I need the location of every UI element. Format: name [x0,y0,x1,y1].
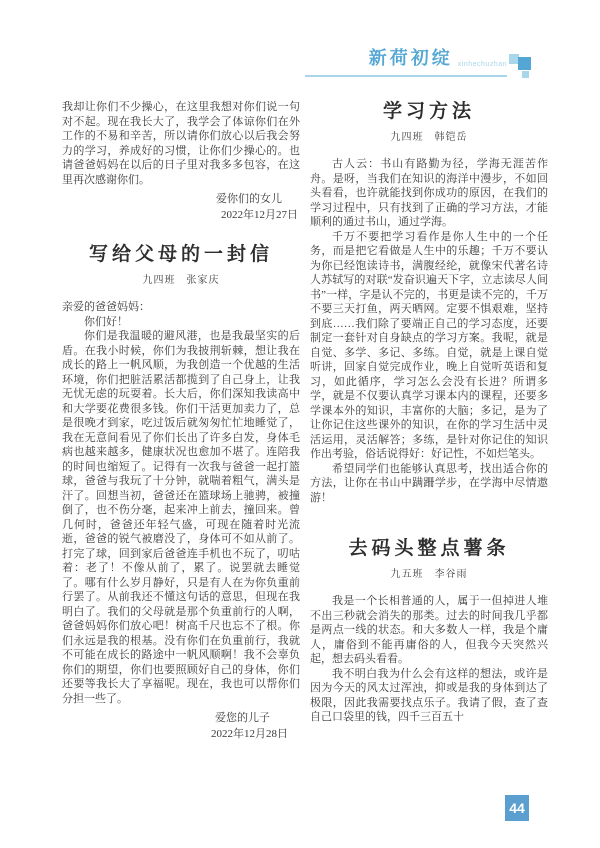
letter-salutation: 亲爱的爸爸妈妈： [62,301,150,313]
article-byline: 九四班 张家庆 [142,275,220,286]
right-column [310,96,548,725]
magazine-logo: 新荷初绽 [368,48,453,68]
article-body [310,157,548,505]
paragraph: 我是一个长相普通的人，属于一但掉进人堆不出三秒就会消失的那类。过去的时间我几乎都是两点一线的状态。和大多数人一样，我是个庸人，庸俗到不能再庸俗的人，但我今天突然兴起，想去码头看看。 [310,595,548,665]
paragraph: 希望同学们也能够认真思考，找出适合你的方法，让你在书山中蹒跚学步，在学海中尽情遨游！ [310,462,548,504]
article-body [310,594,548,725]
paragraph: 古人云：书山有路勤为径，学海无涯苦作舟。是呀，当我们在知识的海洋中漫步，不如回头看看，也许就能找到你成功的原因，在我们的学习过程中，只有找到了正确的学习方法，才能顺利的通过书山，通过学海。 [310,158,548,228]
pixel-square-dark [518,57,531,70]
article-byline: 九四班 韩铠岳 [390,132,468,143]
signature-date: 2022年12月27日 [221,209,298,221]
article-title-study-methods: 学习方法 [382,101,475,122]
article-body [62,315,300,707]
page-number-badge: 44 [505,795,529,821]
paragraph: 我不明白我为什么会有这样的想法，或许是因为今天的风太过浑浊，抑或是我的身体到达了极限，因此我需要找点乐子。我请了假，查了查自己口袋里的钱，四千三百五十 [310,667,548,723]
article-title-letter-to-parents: 写给父母的一封信 [88,244,273,265]
paragraph: 你们好！ [84,315,128,328]
signature-block [62,710,300,742]
article-byline: 九五班 李谷雨 [390,569,468,580]
pixel-squares-icon [509,52,545,82]
signature-block [62,191,300,223]
left-column [62,100,300,748]
paragraph: 你们是我温暖的避风港，也是我最坚实的后盾。在我小时候，你们为我披荆斩棘，想让我在成长的路上一帆风顺，为我创造一个优越的生活环境，你们把脏活累活都揽到了自己身上，让我无忧无虑的玩耍着。长大后，你们深知我读高中和大学要花费很多钱。你们干活更加卖力了，总是很晚才到家，吃过饭后就匆匆忙忙地睡觉了，我在无意间看见了你们长出了许多白发，身体毛病也越来越多，健康状况也愈加不堪了。连陪我的时间也缩短了。记得有一次我与爸爸一起打篮球，爸爸与我玩了十分钟，就喘着粗气，满头是汗了。回想当初，爸爸还在篮球场上驰骋，被撞倒了，也不伤分毫，起来冲上前去，撞回来。曾几何时，爸爸还年轻气盛，可现在随着时光流逝，爸爸的锐气被磨没了，身体可不如从前了。打完了球，回到家后爸爸连手机也不玩了，叨咕着：老了！不像从前了，累了。说罢就去睡觉了。哪有什么岁月静好，只是有人在为你负重前行罢了。从前我还不懂这句话的意思，但现在我明白了。我们的父母就是那个负重前行的人啊，爸爸妈妈你们放心吧！树高千尺也忘不了根。你们永远是我的根基。没有你们在负重前行，我就不可能在成长的路途中一帆风顺啊！我不会辜负你们的期望，你们也要照顾好自己的身体，你们还要等我长大了享福呢。现在，我也可以帮你们分担一些了。 [62,330,300,705]
page-header [305,44,507,77]
article-title-go-to-the-pier: 去码头整点薯条 [348,538,510,559]
letter-continuation-text: 我却让你们不少操心，在这里我想对你们说一句对不起。现在我长大了，我学会了体谅你们在外工作的不易和辛苦，所以请你们放心以后我会努力的学习，养成好的习惯，让你们少操心的。也请爸爸妈妈在以后的日子里对我多多包容，在这里再次感谢你们。 [62,101,300,186]
signature-line: 爱你们的女儿 [216,193,282,205]
pixel-square-small [522,71,529,78]
magazine-logo-pinyin: xinhechuzhan [457,61,507,68]
signature-line: 爱您的儿子 [215,712,270,724]
paragraph: 千万不要把学习看作是你人生中的一个任务，而是把它看做是人生中的乐趣；千万不要认为你已经饱读诗书，满腹经纶，就像宋代著名诗人苏轼写的对联“发奋识遍天下字，立志读尽人间书”一样，字是认不完的，书更是读不完的，千万不要三天打鱼，两天晒网。定要不惧艰难，坚持到底……我们除了要端正自己的学习态度，还要制定一套针对自身缺点的学习方案。我呢，就是自觉、多学、多记、多练。自觉，就是上课自觉听讲，回家自觉完成作业，晚上自觉听英语和复习，如此循序，学习怎么会没有长进？所谓多学，就是不仅要认真学习课本内的课程，还要多学课本外的知识，丰富你的大脑；多记，是为了让你记住这些课外的知识，在你的学习生活中灵活运用，灵活解答；多练，是针对你记住的知识作出考验，俗话说得好：好记性，不如烂笔头。 [310,230,548,460]
signature-date: 2022年12月28日 [211,728,288,740]
